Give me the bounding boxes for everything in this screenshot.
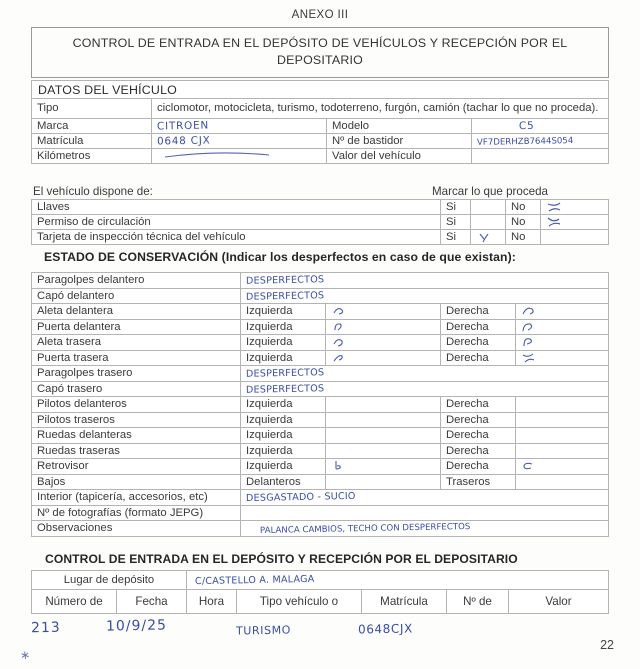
table-row <box>32 335 609 351</box>
x-mark-icon <box>546 216 562 228</box>
col-header-valor: Valor <box>509 590 609 614</box>
right-check[interactable] <box>516 412 609 428</box>
check-mark-icon <box>521 321 537 333</box>
left-check[interactable] <box>326 319 441 335</box>
ink-smudge: ∗ <box>19 647 31 663</box>
right-check[interactable] <box>516 335 609 351</box>
table-row <box>32 490 609 506</box>
conservation-row-label: Ruedas delanteras <box>32 428 241 444</box>
bastidor-handwritten-value: VF7DERHZB7644S054 <box>476 135 574 148</box>
marca-value-cell[interactable] <box>152 118 327 133</box>
tipo-label: Tipo <box>32 99 152 119</box>
modelo-label: Modelo <box>327 118 472 133</box>
conservation-row-value[interactable] <box>241 366 609 382</box>
left-check[interactable] <box>326 459 441 475</box>
conservation-row-value[interactable] <box>241 381 609 397</box>
availability-no-label: No <box>506 200 541 215</box>
check-mark-icon <box>521 305 537 317</box>
bastidor-value-cell[interactable] <box>472 133 609 148</box>
handwritten-note: C/CASTELLO A. MALAGA <box>194 573 315 588</box>
page-title: CONTROL DE ENTRADA EN EL DEPÓSITO DE VEHÍCULOS Y RECEPCIÓN POR EL DEPOSITARIO <box>31 27 609 78</box>
table-row <box>32 459 609 475</box>
table-row <box>32 215 609 230</box>
handwritten-note: DESPERFECTOS <box>245 290 325 303</box>
availability-yes-check[interactable] <box>471 215 506 230</box>
left-label: Izquierda <box>241 335 326 351</box>
matricula-handwritten-value: 0648 CJX <box>156 133 211 148</box>
bastidor-label: Nº de bastidor <box>327 133 472 148</box>
matricula-label: Matrícula <box>32 133 152 148</box>
col-header-numero: Número de <box>32 590 117 614</box>
conservation-row-label: Paragolpes trasero <box>32 366 241 382</box>
kilometros-value-cell[interactable] <box>152 148 327 163</box>
left-check[interactable] <box>326 412 441 428</box>
annex-label: ANEXO III <box>291 9 349 21</box>
tipo-value: ciclomotor, motocicleta, turismo, todoterreno, furgón, camión (tachar lo que no proceda). <box>152 99 609 119</box>
check-mark-icon <box>521 460 537 472</box>
table-row <box>32 350 609 366</box>
marca-label: Marca <box>32 118 152 133</box>
left-check[interactable] <box>326 443 441 459</box>
table-row <box>32 571 609 590</box>
right-check[interactable] <box>516 350 609 366</box>
right-check[interactable] <box>516 428 609 444</box>
right-label: Derecha <box>441 443 516 459</box>
check-mark-icon <box>331 336 347 348</box>
availability-no-check[interactable] <box>541 215 609 230</box>
check-mark-icon <box>331 321 347 333</box>
table-row <box>32 397 609 413</box>
right-check[interactable] <box>516 459 609 475</box>
check-mark-icon <box>331 460 347 472</box>
right-label: Derecha <box>441 350 516 366</box>
conservation-row-value[interactable] <box>241 521 609 537</box>
conservation-row-value[interactable] <box>241 490 609 506</box>
conservation-row-label: Ruedas traseras <box>32 443 241 459</box>
table-row <box>32 148 609 163</box>
table-row <box>32 443 609 459</box>
rear-check[interactable] <box>516 474 609 490</box>
conservation-row-label: Puerta delantera <box>32 319 241 335</box>
availability-prompt: El vehículo dispone de: <box>33 185 153 198</box>
left-label: Izquierda <box>241 397 326 413</box>
front-label: Delanteros <box>241 474 326 490</box>
conservation-header: ESTADO DE CONSERVACIÓN (Indicar los desperfectos en caso de que existan): <box>44 250 516 264</box>
rear-label: Traseros <box>441 474 516 490</box>
right-label: Derecha <box>441 319 516 335</box>
entry-numero: 213 <box>30 619 61 637</box>
check-mark-icon <box>331 352 347 364</box>
handwritten-note: DESGASTADO - SUCIO <box>245 491 356 505</box>
col-header-numero-de: Nº de <box>447 590 509 614</box>
marca-handwritten-value: CITROEN <box>156 119 210 132</box>
front-check[interactable] <box>326 474 441 490</box>
page-number: 22 <box>600 638 614 652</box>
vehicle-data-header: DATOS DEL VEHÍCULO <box>32 81 609 99</box>
valor-vehiculo-value-cell[interactable] <box>472 148 609 163</box>
availability-yes-label: Si <box>441 200 471 215</box>
table-row <box>32 288 609 304</box>
handwritten-note: DESPERFECTOS <box>245 383 325 396</box>
right-label: Derecha <box>441 459 516 475</box>
conservation-row-value[interactable] <box>241 505 609 521</box>
kilometros-label: Kilómetros <box>32 148 152 163</box>
conservation-row-label: Retrovisor <box>32 459 241 475</box>
availability-yes-check[interactable] <box>471 230 506 245</box>
table-row <box>32 381 609 397</box>
left-check[interactable] <box>326 428 441 444</box>
conservation-row-label: Pilotos delanteros <box>32 397 241 413</box>
conservation-row-label: Interior (tapicería, accesorios, etc) <box>32 490 241 506</box>
availability-yes-check[interactable] <box>471 200 506 215</box>
right-check[interactable] <box>516 319 609 335</box>
matricula-value-cell[interactable] <box>152 133 327 148</box>
table-row <box>32 521 609 537</box>
availability-item-label: Llaves <box>32 200 441 215</box>
modelo-value-cell[interactable] <box>472 118 609 133</box>
right-label: Derecha <box>441 397 516 413</box>
left-check[interactable] <box>326 397 441 413</box>
table-row <box>32 474 609 490</box>
table-row <box>32 230 609 245</box>
left-check[interactable] <box>326 335 441 351</box>
conservation-row-value[interactable] <box>241 273 609 289</box>
availability-no-label: No <box>506 230 541 245</box>
col-header-fecha: Fecha <box>117 590 187 614</box>
x-mark-icon <box>546 201 562 213</box>
left-label: Izquierda <box>241 428 326 444</box>
table-row <box>32 118 609 133</box>
vehicle-data-table <box>31 80 609 164</box>
availability-table <box>31 199 609 245</box>
conservation-row-label: Paragolpes delantero <box>32 273 241 289</box>
left-label: Izquierda <box>241 304 326 320</box>
table-row <box>32 366 609 382</box>
availability-item-label: Tarjeta de inspección técnica del vehículo <box>32 230 441 245</box>
deposit-control-header: CONTROL DE ENTRADA EN EL DEPÓSITO Y RECEPCIÓN POR EL DEPOSITARIO <box>45 552 518 566</box>
availability-yes-label: Si <box>441 215 471 230</box>
right-label: Derecha <box>441 412 516 428</box>
table-row <box>32 590 609 614</box>
entry-fecha: 10/9/25 <box>105 617 168 635</box>
availability-yes-label: Si <box>441 230 471 245</box>
table-row <box>32 505 609 521</box>
table-row <box>32 99 609 119</box>
marcar-label: Marcar lo que proceda <box>432 185 548 198</box>
conservation-row-label: Pilotos traseros <box>32 412 241 428</box>
left-check[interactable] <box>326 304 441 320</box>
right-check[interactable] <box>516 443 609 459</box>
left-label: Izquierda <box>241 412 326 428</box>
right-label: Derecha <box>441 335 516 351</box>
table-row <box>32 133 609 148</box>
table-row <box>32 428 609 444</box>
left-label: Izquierda <box>241 459 326 475</box>
conservation-row-value[interactable] <box>241 288 609 304</box>
left-label: Izquierda <box>241 319 326 335</box>
col-header-tipo-vehiculo: Tipo vehículo o <box>237 590 362 614</box>
conservation-row-label: Bajos <box>32 474 241 490</box>
availability-item-label: Permiso de circulación <box>32 215 441 230</box>
handwritten-note: DESPERFECTOS <box>245 274 325 287</box>
valor-vehiculo-label: Valor del vehículo <box>327 148 472 163</box>
right-check[interactable] <box>516 397 609 413</box>
conservation-row-label: Nº de fotografías (formato JEPG) <box>32 505 241 521</box>
conservation-row-label: Observaciones <box>32 521 241 537</box>
deposit-entry-row[interactable] <box>0 618 640 648</box>
conservation-row-label: Aleta delantera <box>32 304 241 320</box>
check-mark-icon <box>521 352 537 364</box>
right-label: Derecha <box>441 304 516 320</box>
col-header-hora: Hora <box>187 590 237 614</box>
availability-no-check[interactable] <box>541 200 609 215</box>
table-row <box>32 200 609 215</box>
table-row <box>32 273 609 289</box>
table-row <box>32 319 609 335</box>
right-label: Derecha <box>441 428 516 444</box>
availability-no-label: No <box>506 215 541 230</box>
table-row <box>32 304 609 320</box>
col-header-matricula: Matrícula <box>362 590 447 614</box>
left-label: Izquierda <box>241 350 326 366</box>
check-mark-icon <box>476 231 492 243</box>
lugar-deposito-value[interactable] <box>187 571 609 590</box>
availability-no-check[interactable] <box>541 230 609 245</box>
right-check[interactable] <box>516 304 609 320</box>
handwritten-note: DESPERFECTOS <box>245 367 325 380</box>
deposit-control-table <box>31 570 609 614</box>
left-check[interactable] <box>326 350 441 366</box>
conservation-row-label: Aleta trasera <box>32 335 241 351</box>
conservation-row-label: Capó delantero <box>32 288 241 304</box>
lugar-deposito-label: Lugar de depósito <box>32 571 187 590</box>
conservation-table <box>31 272 609 537</box>
strikethrough-mark <box>157 150 277 158</box>
table-row <box>32 81 609 99</box>
check-mark-icon <box>331 305 347 317</box>
table-row <box>32 412 609 428</box>
entry-matricula: 0648CJX <box>357 621 414 637</box>
handwritten-note: PALANCA CAMBIOS, TECHO CON DESPERFECTOS <box>259 522 471 537</box>
check-mark-icon <box>521 336 537 348</box>
conservation-row-label: Capó trasero <box>32 381 241 397</box>
conservation-row-label: Puerta trasera <box>32 350 241 366</box>
left-label: Izquierda <box>241 443 326 459</box>
modelo-handwritten-value: C5 <box>518 119 535 132</box>
entry-tipo-vehiculo: TURISMO <box>235 623 292 638</box>
